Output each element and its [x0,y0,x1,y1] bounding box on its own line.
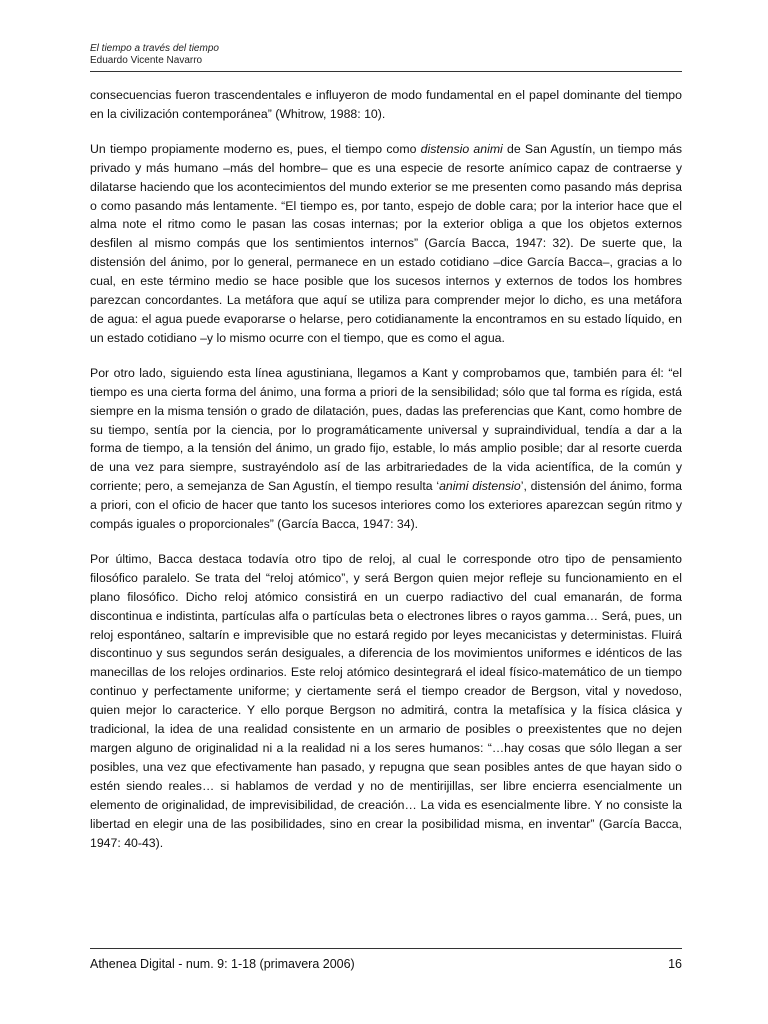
paragraph-text: Por último, Bacca destaca todavía otro tipo de reloj, al cual le corresponde otro tipo de pensamiento filosófico paralelo. Se trata del “reloj atómico”, y será Bergon quien mejor refleje su funcionamiento en el plano filosófico. Dicho reloj atómico consistirá en un cuerpo radiactivo del cual emanarán, de forma discontinua e indistinta, partículas alfa o partículas beta o electrones libres o rayos gamma… Será, pues, un reloj espontáneo, saltarín e imprevisible que no estará regido por leyes mecanicistas y deterministas. Fluirá discontinuo y sus segundos serán desiguales, a diferencia de los movimientos uniformes e idénticos de las manecillas de los relojes ordinarios. Este reloj atómico desintegrará el ideal físico-matemático de un tiempo continuo y perfectamente uniforme; y ciertamente será el tiempo creador de Bergson, vital y novedoso, quien mejor lo caracterice. Y ello porque Bergson no admitirá, contra la metafísica y la física clásica y tradicional, la idea de una realidad consistente en un armario de posibles o preexistentes que no dejen margen alguno de originalidad ni a la realidad ni a los seres humanos: “…hay cosas que sólo llegan a ser posibles, una vez que efectivamente han pasado, y repugna que sean posibles antes de que hayan sido o estén siendo reales… si hablamos de verdad y no de mentirijillas, ser libre encierra esencialmente un elemento de originalidad, de imprevisibilidad, de creación… La vida es esencialmente libre. Y no consiste la libertad en elegir una de las posibilidades, sino en crear la posibilidad misma, en inventar” (García Bacca, 1947: 40-43). [90,551,682,850]
italic-term: animi distensio [439,479,521,494]
header-rule [90,71,682,72]
paragraph-3 [90,364,682,534]
header-author: Eduardo Vicente Navarro [90,55,203,66]
paragraph-1 [90,86,682,124]
page-number: 16 [668,957,682,971]
paragraph-4 [90,550,682,853]
paragraph-text: consecuencias fueron trascendentales e influyeron de modo fundamental en el papel dominante del tiempo en la civilización contemporánea” (Whitrow, 1988: 10). [90,88,682,121]
header-title: El tiempo a través del tiempo [90,43,219,54]
footer-rule [90,948,682,949]
article-body [90,86,682,868]
italic-term: distensio animi [420,141,503,156]
paragraph-2 [90,140,682,348]
paragraph-text: Por otro lado, siguiendo esta línea agustiniana, llegamos a Kant y comprobamos que, también para él: “el tiempo es una cierta forma del ánimo, una forma a priori de la sensibilidad; sólo que tal forma es rígida, está siempre en la misma tensión o grado de dilatación, pues, dadas las preferencias que Kant, como hombre de su tiempo, sentía por la ciencia, por lo programáticamente universal y supraindividual, tendía a dar a la forma de tiempo, a la tensión del ánimo, un grado fijo, estable, lo más amplio posible; dar al resorte cuerda de una vez para siempre, sustrayéndolo así de las arbitrariedades de la vida acientífica, de la común y corriente; pero, a semejanza de San Agustín, el tiempo resulta ‘ [90,365,682,494]
footer-journal: Athenea Digital - num. 9: 1-18 (primavera 2006) [90,957,355,971]
paragraph-text: de San Agustín, un tiempo más privado y más humano –más del hombre– que es una especie de resorte anímico capaz de contraerse y dilatarse haciendo que los acontecimientos del mundo exterior se me presenten como pasando más deprisa o como pasando más lentamente. “El tiempo es, por tanto, espejo de doble cara; por la interior hace que el alma note el ritmo como le pasan las cosas internas; por la exterior obliga a que los objetos externos desfilen al mismo compás que los sentimientos internos” (García Bacca, 1947: 32). De suerte que, la distensión del ánimo, por lo general, permanece en un estado cotidiano –dice García Bacca–, gracias a lo cual, en este término medio se hace posible que los sucesos internos y externos de todos los hombres parezcan concordantes. La metáfora que aquí se utiliza para comprender mejor lo dicho, es una metáfora de agua: el agua puede evaporarse o helarse, pero cotidianamente la encontramos en su estado líquido, en un estado cotidiano –y lo mismo ocurre con el tiempo, que es como el agua. [90,141,682,345]
page-footer [90,956,682,972]
paragraph-text: Un tiempo propiamente moderno es, pues, el tiempo como [90,141,421,156]
running-header [90,43,682,67]
paragraph-text: ’, distensión del ánimo, forma a priori, con el oficio de hacer que tanto los sucesos interiores como los exteriores aparezcan según ritmo y compás iguales o proporcionales” (García Bacca, 1947: 34). [90,479,682,532]
